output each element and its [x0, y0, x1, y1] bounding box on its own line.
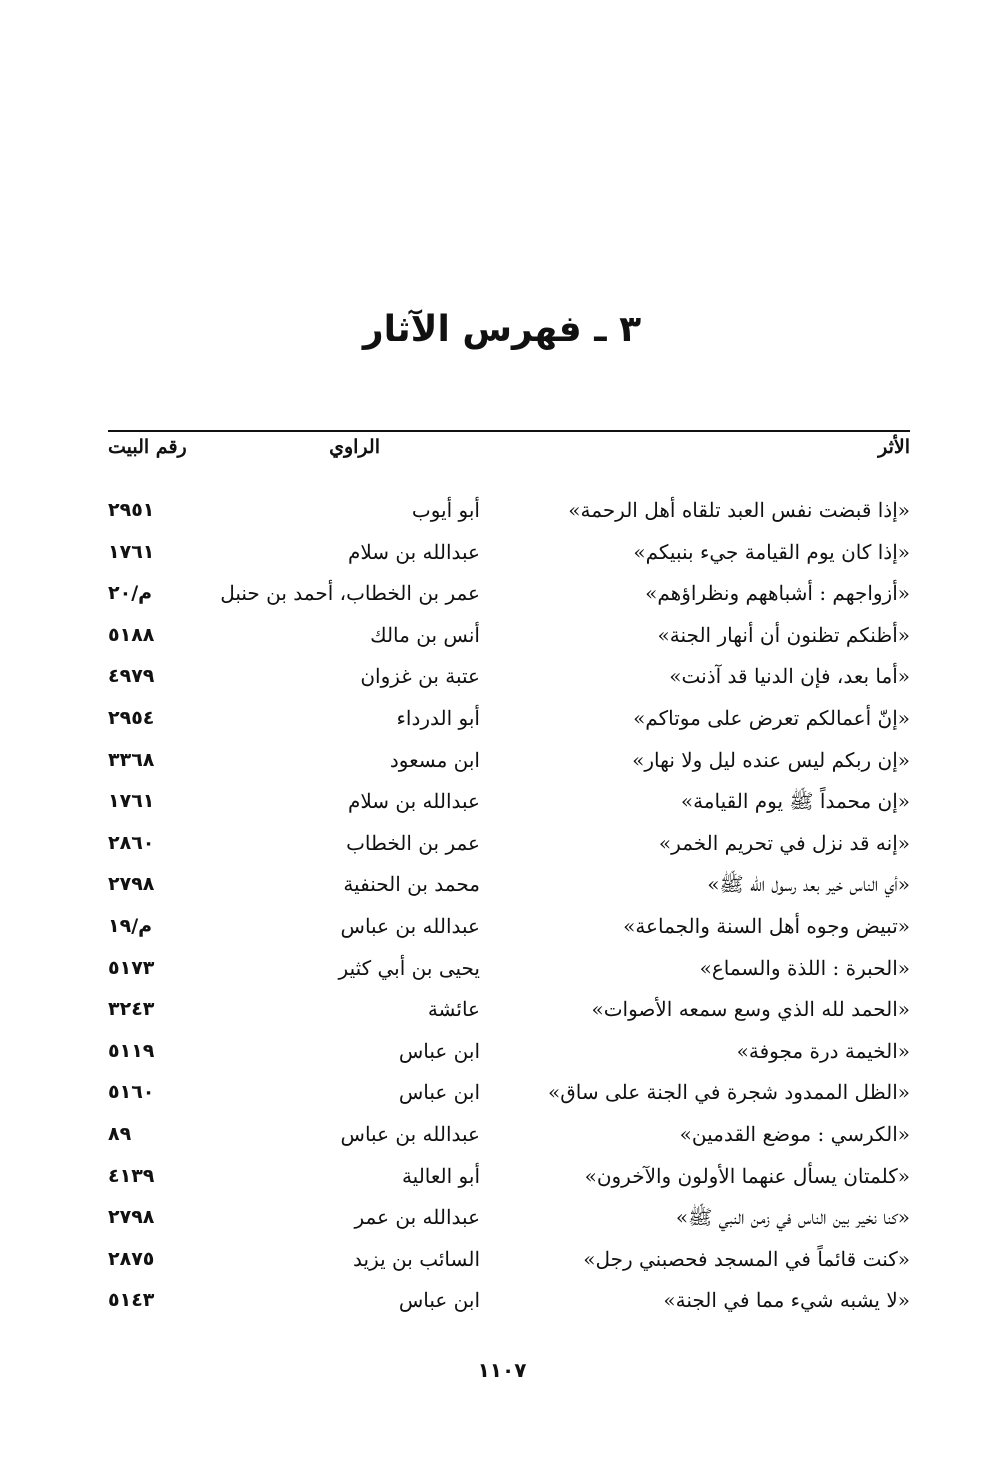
- rawi-cell: عمر بن الخطاب، أحمد بن حنبل: [220, 581, 480, 606]
- rawi-cell: عبدالله بن سلام: [347, 789, 480, 814]
- table-row: [108, 740, 910, 782]
- raqm-cell: ٨٩: [108, 1122, 132, 1145]
- rawi-cell: أبو العالية: [401, 1163, 480, 1188]
- table-row: [108, 1197, 910, 1239]
- athar-cell: «إن ربكم ليس عنده ليل ولا نهار»: [632, 747, 910, 772]
- table-row: [108, 781, 910, 823]
- athar-cell: «الحبرة : اللذة والسماع»: [699, 955, 910, 980]
- rawi-cell: عمر بن الخطاب: [346, 830, 480, 855]
- athar-cell: «الكرسي : موضع القدمين»: [679, 1121, 910, 1146]
- raqm-cell: ٢٨٦٠: [108, 831, 155, 854]
- athar-cell: «أزواجهم : أشباههم ونظراؤهم»: [645, 581, 910, 606]
- rawi-cell: عبدالله بن عباس: [340, 913, 480, 938]
- table-row: [108, 948, 910, 990]
- raqm-cell: ٢٧٩٨: [108, 873, 155, 896]
- table-body: [108, 490, 910, 1322]
- table-row: [108, 615, 910, 657]
- header-rule: [108, 430, 910, 432]
- athar-cell: «أظنكم تظنون أن أنهار الجنة»: [657, 622, 910, 647]
- rawi-cell: عبدالله بن سلام: [347, 539, 480, 564]
- rawi-cell: السائب بن يزيد: [353, 1246, 480, 1271]
- rawi-cell: يحيى بن أبي كثير: [338, 955, 480, 980]
- rawi-cell: ابن عباس: [398, 1038, 480, 1063]
- table-row: [108, 656, 910, 698]
- index-title: ٣ ـ فهرس الآثار: [362, 309, 642, 350]
- table-row: [108, 864, 910, 906]
- page-number: ١١٠٧: [477, 1358, 527, 1382]
- rawi-cell: عتبة بن غزوان: [360, 664, 480, 689]
- table-row: [108, 698, 910, 740]
- raqm-cell: ٥١٤٣: [108, 1289, 155, 1312]
- rawi-cell: ابن عباس: [398, 1288, 480, 1313]
- raqm-cell: م/١٩: [108, 914, 153, 937]
- table-row: [108, 1072, 910, 1114]
- athar-cell: «إن محمداً ﷺ يوم القيامة»: [680, 789, 910, 814]
- raqm-cell: ٥١٦٠: [108, 1081, 155, 1104]
- raqm-cell: ٢٩٥١: [108, 499, 155, 521]
- rawi-cell: ابن عباس: [398, 1080, 480, 1105]
- table-row: [108, 490, 910, 532]
- header-raqm: رقم البيت: [108, 436, 187, 458]
- raqm-cell: م/٢٠: [108, 582, 153, 605]
- athar-cell: «إنه قد نزل في تحريم الخمر»: [658, 830, 910, 855]
- table-row: [108, 1280, 910, 1322]
- athar-cell: «كنت قائماً في المسجد فحصبني رجل»: [583, 1246, 910, 1271]
- athar-cell: «إنّ أعمالكم تعرض على موتاكم»: [633, 705, 910, 730]
- raqm-cell: ٤٩٧٩: [108, 665, 155, 688]
- table-row: [108, 1114, 910, 1156]
- table-row: [108, 989, 910, 1031]
- raqm-cell: ١٧٦١: [108, 540, 155, 563]
- rawi-cell: محمد بن الحنفية: [343, 872, 480, 897]
- athar-cell: «تبيض وجوه أهل السنة والجماعة»: [623, 913, 910, 938]
- athar-cell: «أي الناس خير بعد رسول الله ﷺ»: [707, 872, 910, 897]
- raqm-cell: ٣٢٤٣: [108, 998, 155, 1021]
- table-row: [108, 1156, 910, 1198]
- raqm-cell: ٥١٧٣: [108, 956, 155, 979]
- raqm-cell: ٢٩٥٤: [108, 706, 155, 729]
- athar-cell: «إذا كان يوم القيامة جيء بنبيكم»: [633, 539, 910, 564]
- rawi-cell: عائشة: [427, 997, 480, 1022]
- raqm-cell: ٥١١٩: [108, 1039, 155, 1062]
- raqm-cell: ٢٨٧٥: [108, 1247, 155, 1270]
- rawi-cell: أبو الدرداء: [396, 705, 480, 730]
- header-rawi: الراوي: [329, 436, 380, 458]
- rawi-cell: أنس بن مالك: [370, 622, 480, 647]
- table-header: [108, 436, 910, 472]
- athar-cell: «الخيمة درة مجوفة»: [736, 1038, 910, 1063]
- raqm-cell: ٥١٨٨: [108, 623, 155, 646]
- raqm-cell: ٣٣٦٨: [108, 748, 155, 771]
- rawi-cell: أبو أيوب: [411, 498, 480, 522]
- rawi-cell: ابن مسعود: [389, 747, 480, 772]
- table-row: [108, 823, 910, 865]
- athar-cell: «الحمد لله الذي وسع سمعه الأصوات»: [591, 997, 910, 1022]
- raqm-cell: ٤١٣٩: [108, 1164, 155, 1187]
- table-row: [108, 1239, 910, 1281]
- table-row: [108, 1031, 910, 1073]
- header-athar: الأثر: [878, 436, 910, 458]
- athar-cell: «أما بعد، فإن الدنيا قد آذنت»: [669, 664, 910, 689]
- athar-cell: «الظل الممدود شجرة في الجنة على ساق»: [548, 1080, 910, 1105]
- table-row: [108, 532, 910, 574]
- table-row: [108, 906, 910, 948]
- athar-cell: «كلمتان يسأل عنهما الأولون والآخرون»: [584, 1163, 910, 1188]
- raqm-cell: ١٧٦١: [108, 790, 155, 813]
- rawi-cell: عبدالله بن عباس: [340, 1121, 480, 1146]
- table-row: [108, 573, 910, 615]
- raqm-cell: ٢٧٩٨: [108, 1206, 155, 1229]
- athar-cell: «لا يشبه شيء مما في الجنة»: [663, 1288, 910, 1313]
- rawi-cell: عبدالله بن عمر: [354, 1205, 480, 1230]
- athar-cell: «إذا قبضت نفس العبد تلقاه أهل الرحمة»: [568, 498, 910, 522]
- athar-cell: «كنا نخير بين الناس في زمن النبي ﷺ»: [675, 1205, 910, 1230]
